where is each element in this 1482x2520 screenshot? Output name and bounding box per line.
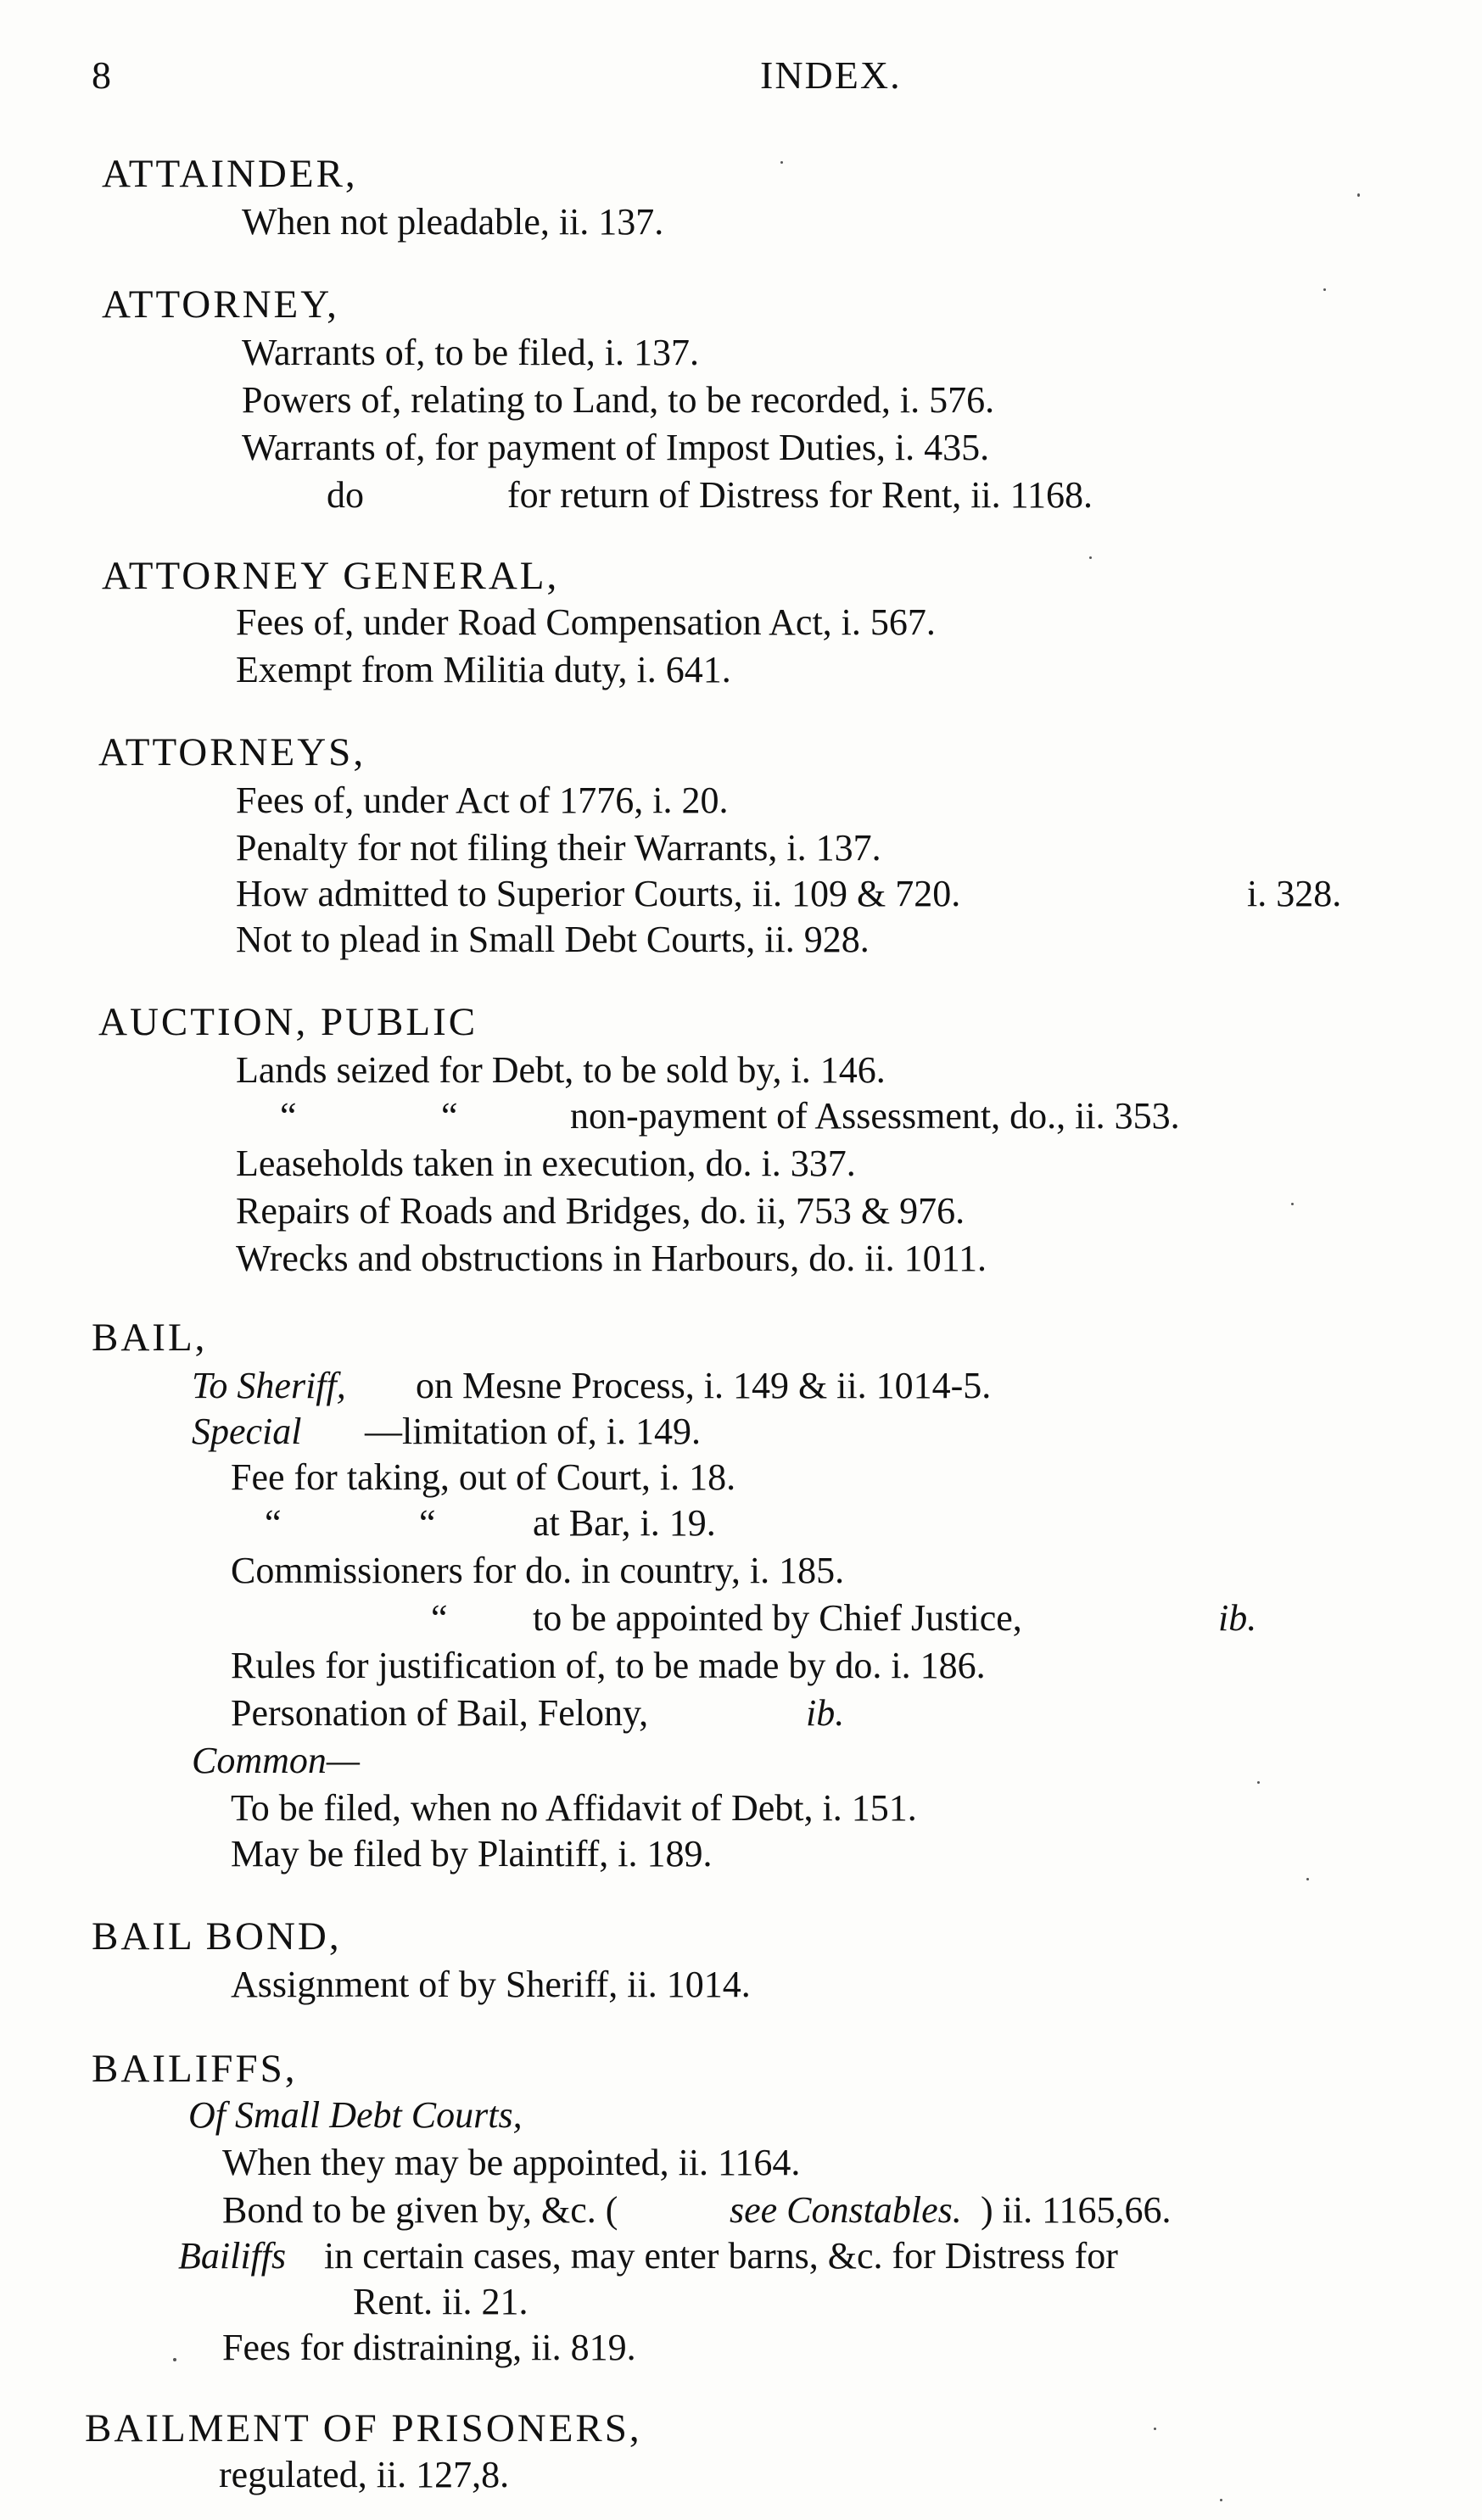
subheading-italic: Special xyxy=(192,1411,302,1452)
ditto-mark: “ xyxy=(431,1597,448,1639)
print-speck xyxy=(1357,193,1360,197)
subheading-italic: To Sheriff, xyxy=(192,1365,346,1406)
entry-line: Fee for taking, out of Court, i. 18. xyxy=(231,1456,736,1498)
entry-line: How admitted to Superior Courts, ii. 109 & 720. xyxy=(236,873,961,914)
entry-line: Exempt from Militia duty, i. 641. xyxy=(236,649,731,690)
entry-line: regulated, ii. 127,8. xyxy=(219,2454,510,2495)
entry-line: Penalty for not filing their Warrants, i. 137. xyxy=(236,827,881,869)
entry-heading: ATTAINDER, xyxy=(102,152,358,196)
entry-heading: ATTORNEY GENERAL, xyxy=(102,554,560,598)
print-speck xyxy=(1089,556,1092,559)
page-header xyxy=(0,53,1482,112)
entry-line: —limitation of, i. 149. xyxy=(365,1411,701,1452)
entry-line: Personation of Bail, Felony, xyxy=(231,1692,649,1734)
ditto-mark: “ xyxy=(441,1095,458,1137)
print-speck xyxy=(780,161,783,164)
entry-line: Fees of, under Act of 1776, i. 20. xyxy=(236,779,729,821)
entry-line: non-payment of Assessment, do., ii. 353. xyxy=(570,1095,1180,1137)
ditto-mark: “ xyxy=(265,1502,282,1544)
entry-heading: ATTORNEYS, xyxy=(98,730,366,774)
print-speck xyxy=(1257,1781,1260,1784)
ditto-mark: “ xyxy=(419,1502,436,1544)
entry-line: May be filed by Plaintiff, i. 189. xyxy=(231,1833,713,1875)
entry-heading: BAILIFFS, xyxy=(92,2047,298,2091)
entry-line: Assignment of by Sheriff, ii. 1014. xyxy=(231,1964,751,2005)
entry-heading: BAIL BOND, xyxy=(92,1914,342,1958)
ditto-mark: “ xyxy=(280,1095,297,1137)
entry-line: Lands seized for Debt, to be sold by, i. 146. xyxy=(236,1049,886,1091)
entry-line: Rules for justification of, to be made by do. i. 186. xyxy=(231,1645,986,1686)
print-speck xyxy=(1291,1203,1294,1205)
ditto-mark: do xyxy=(327,474,364,516)
subheading-italic: Common— xyxy=(192,1740,361,1781)
print-speck xyxy=(1306,1878,1309,1880)
page-number: 8 xyxy=(92,53,111,97)
entry-line-reference: i. 328. xyxy=(1247,873,1342,914)
entry-heading: ATTORNEY, xyxy=(102,282,339,327)
ibid-italic: ib. xyxy=(806,1692,845,1734)
entry-line: Fees of, under Road Compensation Act, i. 567. xyxy=(236,601,936,643)
cross-reference-italic: see Constables. xyxy=(730,2189,962,2231)
entry-line: To be filed, when no Affidavit of Debt, i. 151. xyxy=(231,1787,917,1829)
entry-line: Not to plead in Small Debt Courts, ii. 928. xyxy=(236,919,870,960)
entry-line: to be appointed by Chief Justice, xyxy=(533,1597,1022,1639)
subheading-italic: Bailiffs xyxy=(178,2235,287,2277)
entry-heading: AUCTION, PUBLIC xyxy=(98,1000,478,1044)
subheading-italic: Of Small Debt Courts, xyxy=(188,2094,523,2136)
entry-line: Warrants of, to be filed, i. 137. xyxy=(242,332,699,373)
entry-line: Rent. ii. 21. xyxy=(353,2281,528,2322)
entry-heading: BAILMENT OF PRISONERS, xyxy=(85,2406,642,2450)
entry-line: Repairs of Roads and Bridges, do. ii, 753 & 976. xyxy=(236,1190,965,1232)
entry-line: Bond to be given by, &c. ( xyxy=(222,2189,618,2231)
entry-line: Leaseholds taken in execution, do. i. 337. xyxy=(236,1143,856,1184)
entry-line: Fees for distraining, ii. 819. xyxy=(222,2327,636,2368)
entry-heading: BAIL, xyxy=(92,1316,208,1360)
entry-line: When not pleadable, ii. 137. xyxy=(242,201,664,243)
entry-line: Powers of, relating to Land, to be recorded, i. 576. xyxy=(242,379,995,421)
print-speck xyxy=(1323,288,1326,291)
entry-line: ) ii. 1165,66. xyxy=(981,2189,1172,2231)
ibid-italic: ib. xyxy=(1218,1597,1257,1639)
entry-line: Wrecks and obstructions in Harbours, do. ii. 1011. xyxy=(236,1238,987,1279)
page-title: INDEX. xyxy=(760,53,902,97)
entry-line: at Bar, i. 19. xyxy=(533,1502,716,1544)
entry-line: Commissioners for do. in country, i. 185. xyxy=(231,1550,845,1591)
print-speck xyxy=(1220,2499,1222,2501)
entry-line: on Mesne Process, i. 149 & ii. 1014-5. xyxy=(416,1365,992,1406)
print-speck xyxy=(1154,2428,1156,2430)
entry-line: When they may be appointed, ii. 1164. xyxy=(222,2142,801,2183)
entry-line: in certain cases, may enter barns, &c. for Distress for xyxy=(324,2235,1118,2277)
entry-line: for return of Distress for Rent, ii. 1168. xyxy=(507,474,1093,516)
print-speck xyxy=(173,2358,176,2361)
entry-line: Warrants of, for payment of Impost Duties, i. 435. xyxy=(242,427,990,468)
